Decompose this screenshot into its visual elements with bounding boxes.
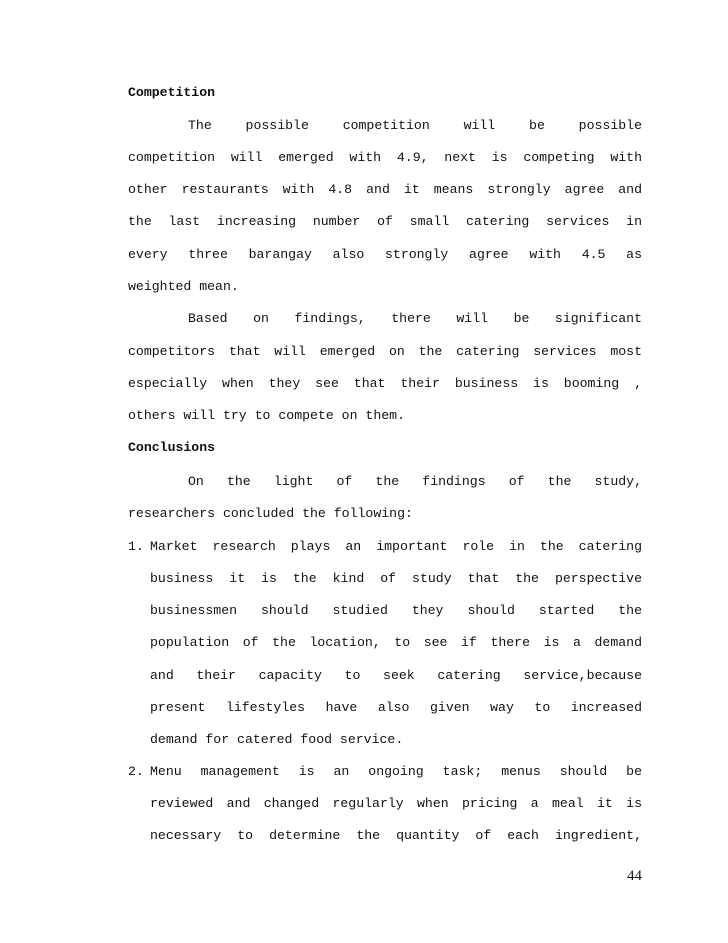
list-item-line: Market research plays an important role in the catering — [150, 539, 642, 554]
paragraph-line: Based on findings, there will be significant — [188, 311, 642, 326]
paragraph-line: researchers concluded the following: — [128, 506, 413, 521]
list-item-line: and their capacity to seek catering service,because — [150, 668, 642, 683]
section-heading-competition: Competition — [128, 85, 216, 100]
list-item-line: business it is the kind of study that the perspective — [150, 571, 642, 586]
list-number: 1. — [128, 539, 144, 554]
page-number: 44 — [627, 868, 642, 884]
paragraph-line: competitors that will emerged on the catering services most — [128, 344, 642, 359]
paragraph-line: others will try to compete on them. — [128, 408, 405, 423]
list-item-line: Menu management is an ongoing task; menus should be — [150, 764, 642, 779]
paragraph-line: the last increasing number of small catering services in — [128, 214, 642, 229]
paragraph-line: especially when they see that their business is booming , — [128, 376, 642, 391]
paragraph-line: every three barangay also strongly agree with 4.5 as — [128, 247, 642, 262]
paragraph-line: weighted mean. — [128, 279, 239, 294]
paragraph-line: On the light of the findings of the study, — [188, 474, 642, 489]
list-number: 2. — [128, 764, 144, 779]
paragraph-line: competition will emerged with 4.9, next is competing with — [128, 150, 642, 165]
list-item-line: businessmen should studied they should started the — [150, 603, 642, 618]
list-item-line: demand for catered food service. — [150, 732, 404, 747]
list-item-line: population of the location, to see if there is a demand — [150, 635, 642, 650]
paragraph-line: other restaurants with 4.8 and it means strongly agree and — [128, 182, 642, 197]
list-item-line: present lifestyles have also given way to increased — [150, 700, 642, 715]
paragraph-line: The possible competition will be possible — [188, 118, 642, 133]
list-item-line: necessary to determine the quantity of each ingredient, — [150, 828, 642, 843]
section-heading-conclusions: Conclusions — [128, 440, 216, 455]
list-item-line: reviewed and changed regularly when pricing a meal it is — [150, 796, 642, 811]
